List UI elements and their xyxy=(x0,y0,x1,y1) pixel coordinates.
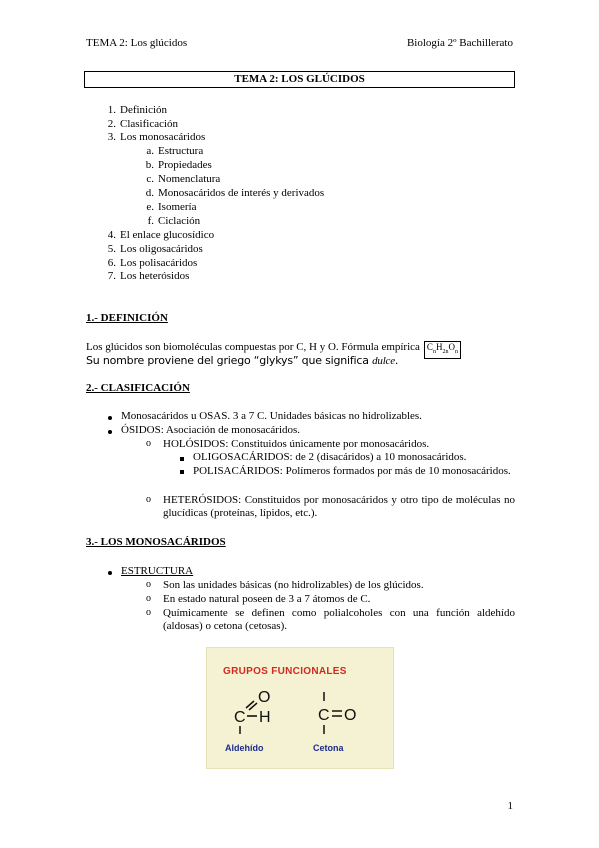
circle-bullet: o xyxy=(146,438,151,449)
page-number: 1 xyxy=(507,800,513,812)
toc-label: Los monosacáridos xyxy=(120,131,206,143)
toc-number: 3. xyxy=(107,131,116,143)
classification-subsubitem: OLIGOSACÁRIDOS: de 2 (disacáridos) a 10 monosacáridos. xyxy=(193,451,467,463)
toc-number: d. xyxy=(145,187,154,199)
section-heading-clasificacion: 2.- CLASIFICACIÓN xyxy=(86,382,190,394)
toc-subitem xyxy=(136,200,196,214)
structure-item: Químicamente se definen como polialcoholes con una función aldehído (aldosas) o cetona (cetosas). xyxy=(163,607,515,632)
toc-label: Propiedades xyxy=(158,159,212,171)
classification-item: ÓSIDOS: Asociación de monosacáridos. xyxy=(121,424,301,436)
toc-label: Nomenclatura xyxy=(158,173,221,185)
circle-bullet: o xyxy=(146,579,151,590)
toc-item xyxy=(98,117,178,131)
toc-label: Isomería xyxy=(158,201,197,213)
bullet-dot xyxy=(108,571,112,575)
toc-label: Los oligosacáridos xyxy=(120,243,203,255)
toc-number: f. xyxy=(147,215,154,227)
classification-subitem: HETERÓSIDOS: Constituidos por monosacáridos y otro tipo de moléculas no glucídicas (proteínas, lípidos, etc.). xyxy=(163,494,515,519)
toc-label: Ciclación xyxy=(158,215,201,227)
toc-label: Clasificación xyxy=(120,118,179,130)
etymology-paragraph xyxy=(86,354,398,367)
etymology-text: Su nombre proviene del griego “glykys” que significa xyxy=(86,354,369,367)
toc-subitem xyxy=(136,172,220,186)
functional-groups-figure xyxy=(206,647,394,769)
circle-bullet: o xyxy=(146,593,151,604)
ketone-label: Cetona xyxy=(313,743,344,753)
bullet-dot xyxy=(108,416,112,420)
etymology-period: . xyxy=(394,354,399,367)
header-left: TEMA 2: Los glúcidos xyxy=(86,37,188,49)
section-heading-definicion: 1.- DEFINICIÓN xyxy=(86,312,168,324)
toc-label: Monosacáridos de interés y derivados xyxy=(158,187,325,199)
circle-bullet: o xyxy=(146,607,151,618)
bullet-dot xyxy=(108,430,112,434)
etymology-emphasis: dulce xyxy=(372,355,395,367)
svg-text:O: O xyxy=(344,707,357,724)
structure-item: En estado natural poseen de 3 a 7 átomos de C. xyxy=(163,593,371,605)
toc-item xyxy=(98,228,214,242)
ketone-structure xyxy=(313,688,373,738)
definition-text: Los glúcidos son biomoléculas compuestas por C, H y O. Fórmula empírica xyxy=(86,341,420,353)
toc-subitem xyxy=(136,186,324,200)
circle-bullet: o xyxy=(146,494,151,505)
toc-subitem xyxy=(136,214,200,228)
structure-heading: ESTRUCTURA xyxy=(121,565,194,577)
toc-number: c. xyxy=(146,173,154,185)
toc-label: Los polisacáridos xyxy=(120,257,198,269)
classification-subsubitem: POLISACÁRIDOS: Polímeros formados por más de 10 monosacáridos. xyxy=(193,465,511,477)
classification-item: Monosacáridos u OSAS. 3 a 7 C. Unidades básicas no hidrolizables. xyxy=(121,410,422,422)
toc-item xyxy=(98,130,205,144)
toc-item xyxy=(98,103,167,117)
classification-subitem: HOLÓSIDOS: Constituidos únicamente por monosacáridos. xyxy=(163,438,430,450)
toc-subitem xyxy=(136,158,212,172)
toc-label: Definición xyxy=(120,104,168,116)
structure-item: Son las unidades básicas (no hidrolizables) de los glúcidos. xyxy=(163,579,424,591)
toc-number: 6. xyxy=(107,257,116,269)
section-heading-monosacaridos: 3.- LOS MONOSACÁRIDOS xyxy=(86,536,226,548)
header-right: Biología 2º Bachillerato xyxy=(406,37,513,49)
svg-text:H: H xyxy=(259,709,271,726)
toc-subitem xyxy=(136,144,203,158)
figure-title: GRUPOS FUNCIONALES xyxy=(223,666,347,677)
aldehyde-structure xyxy=(231,688,291,738)
toc-item xyxy=(98,242,203,256)
toc-number: 5. xyxy=(107,243,116,255)
svg-text:C: C xyxy=(234,709,246,726)
toc-label: Estructura xyxy=(158,145,204,157)
toc-label: Los heterósidos xyxy=(120,270,190,282)
square-bullet xyxy=(180,457,184,461)
svg-text:O: O xyxy=(258,689,271,706)
toc-number: 7. xyxy=(107,270,116,282)
toc-label: El enlace glucosídico xyxy=(120,229,215,241)
toc-item xyxy=(98,269,189,283)
svg-text:C: C xyxy=(318,707,330,724)
toc-number: a. xyxy=(146,145,154,157)
toc-number: b. xyxy=(145,159,154,171)
toc-number: 2. xyxy=(107,118,116,130)
empirical-formula: $C_nH_{2n}O_n$ xyxy=(424,341,461,359)
toc-number: 1. xyxy=(107,104,116,116)
toc-number: 4. xyxy=(107,229,116,241)
aldehyde-label: Aldehído xyxy=(225,743,264,753)
toc-number: e. xyxy=(146,201,154,213)
square-bullet xyxy=(180,470,184,474)
toc-item xyxy=(98,256,197,270)
page-title: TEMA 2: LOS GLÚCIDOS xyxy=(84,71,515,88)
